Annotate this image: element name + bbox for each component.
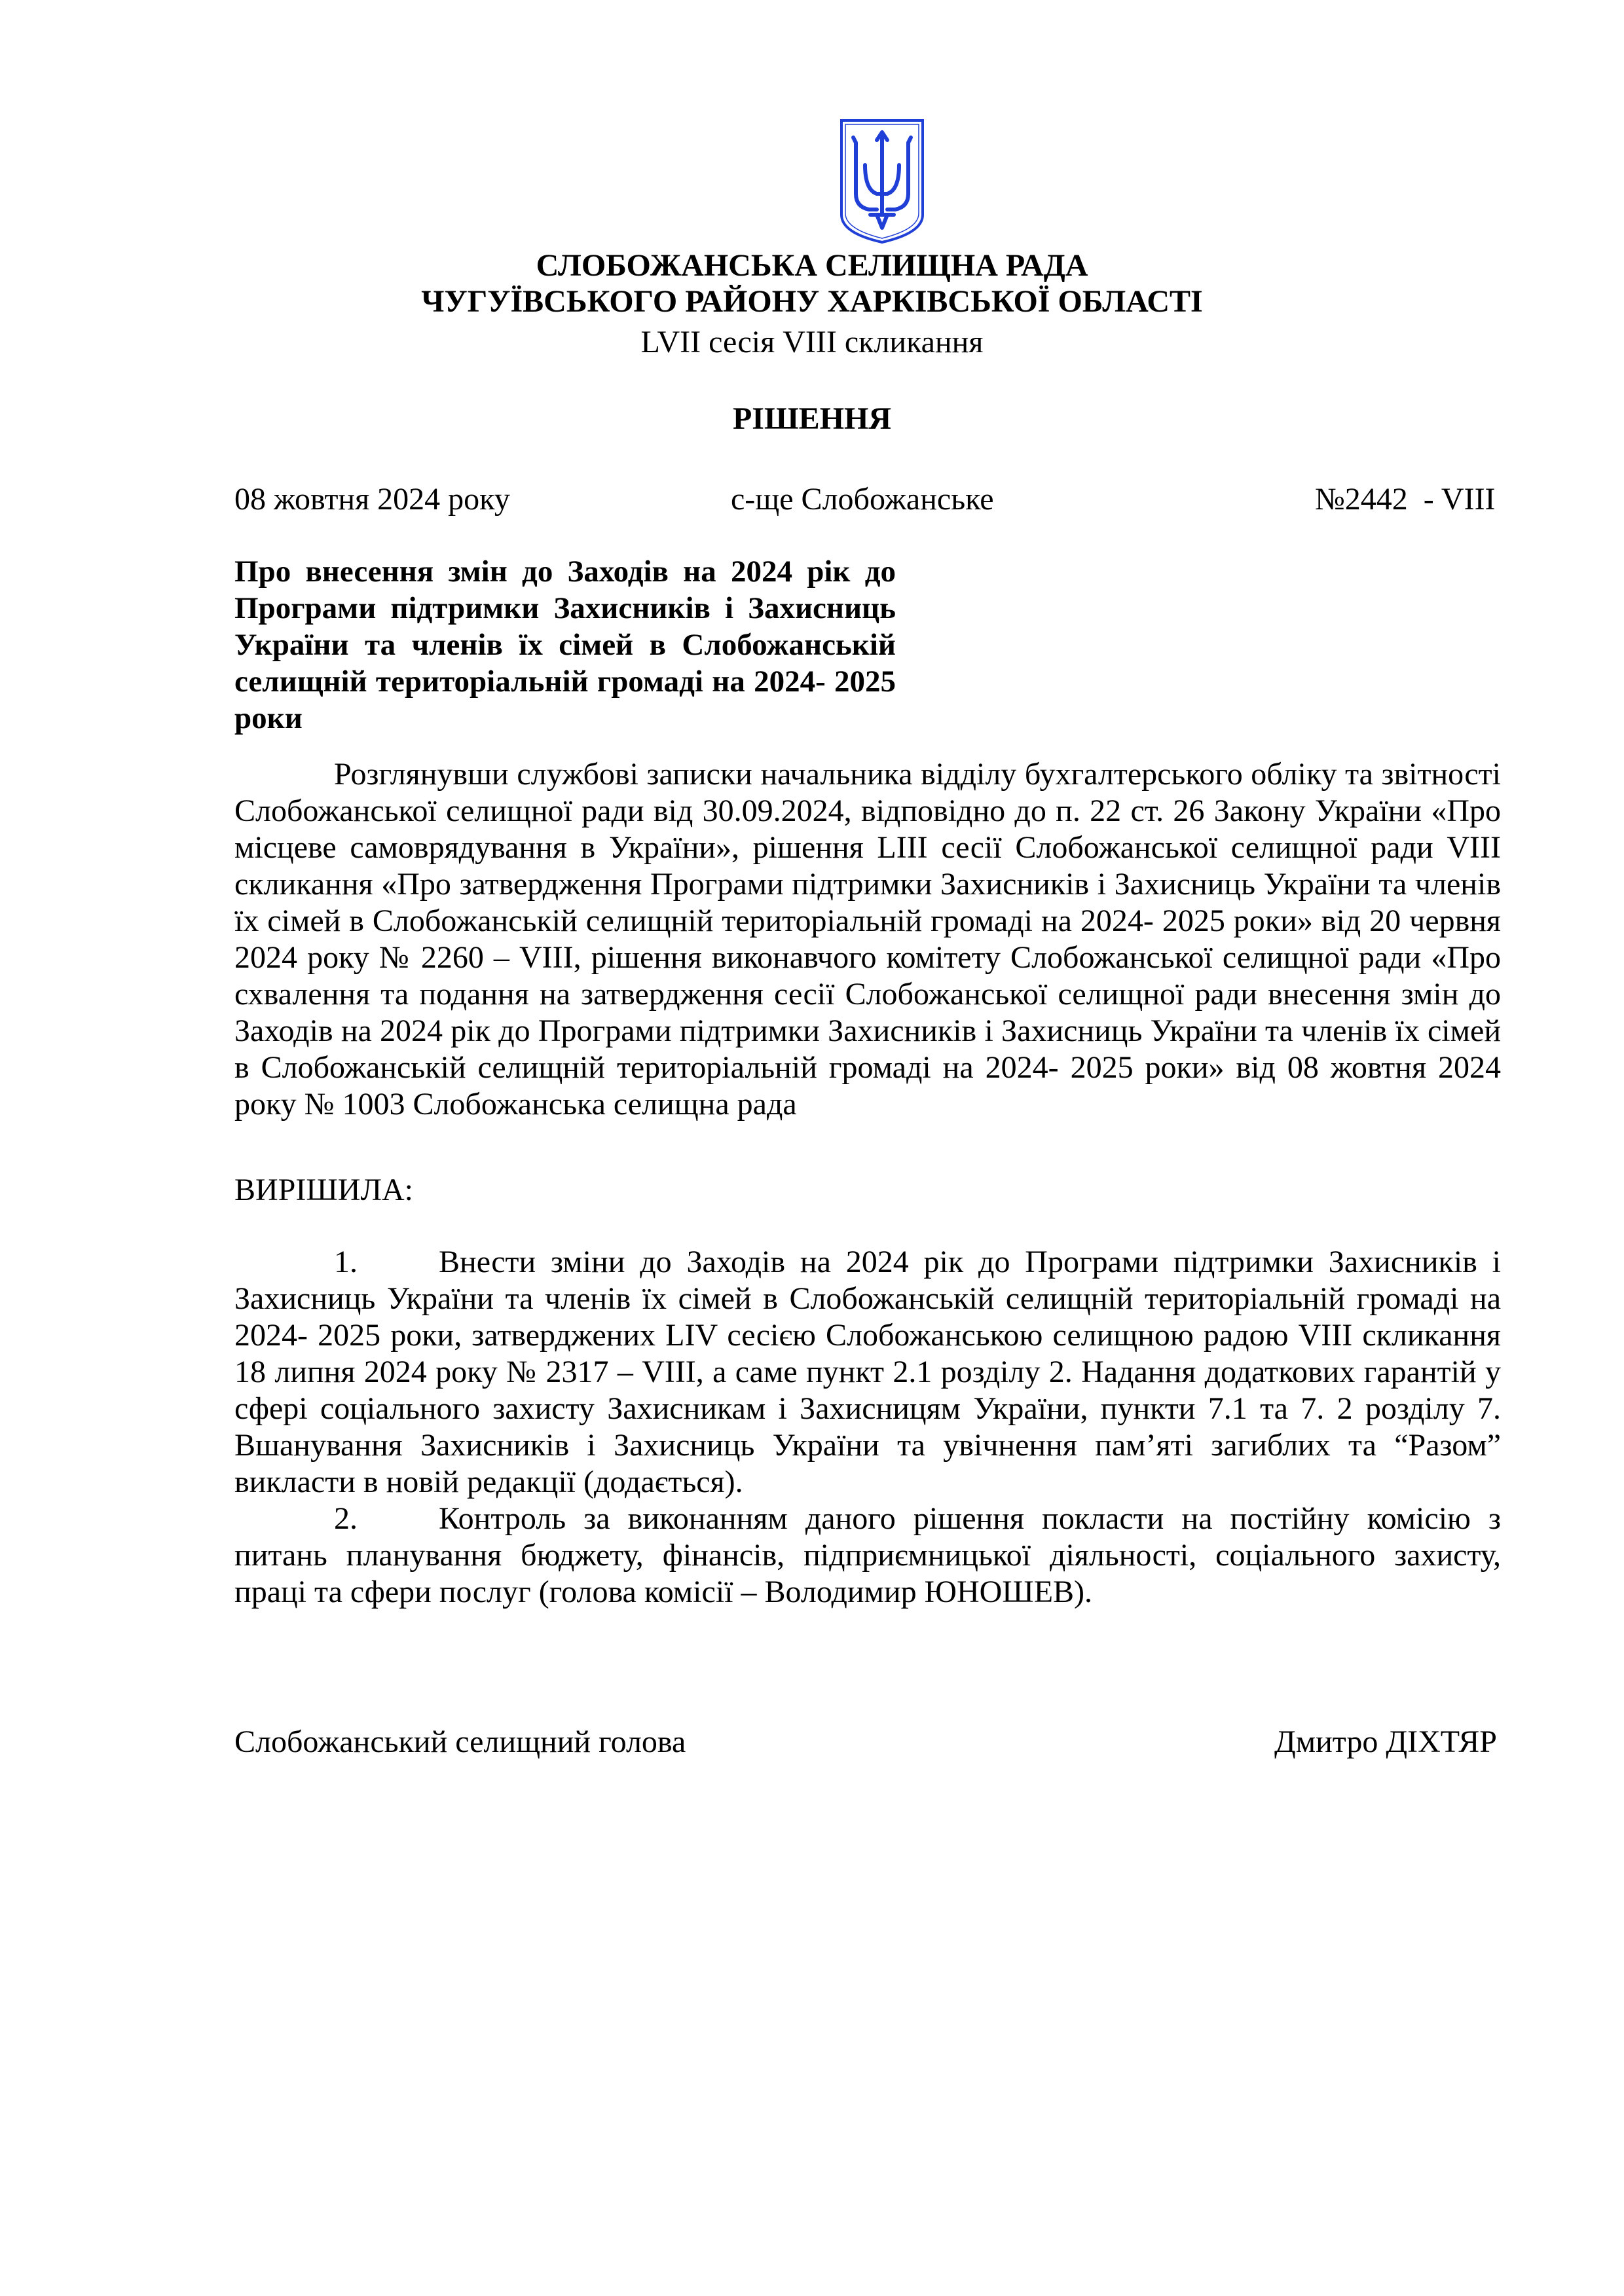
district-name: ЧУГУЇВСЬКОГО РАЙОНУ ХАРКІВСЬКОЇ ОБЛАСТІ: [421, 284, 1203, 319]
preamble-paragraph: Розглянувши службові записки начальника відділу бухгалтерського обліку та звітності Слобожанської селищної ради від 30.09.2024, відповідно до п. 22 ст. 26 Закону України «Про місцеве самоврядування в України», рішення LIII сесії Слобожанської селищної ради VIII скликання «Про затвердження Програми підтримки Захисників і Захисниць України та членів їх сімей в Слобожанській селищній територіальній громаді на 2024- 2025 роки» від 20 червня 2024 року № 2260 – VIII, рішення виконавчого комітету Слобожанської селищної ради «Про схвалення та подання на затвердження сесії Слобожанської селищної ради внесення змін до Заходів на 2024 рік до Програми підтримки Захисників і Захисниць України та членів їх сімей в Слобожанській селищній територіальній громаді на 2024- 2025 роки» від 08 жовтня 2024 року № 1003 Слобожанська селищна рада: [234, 757, 1501, 1121]
item-number: 1.: [334, 1245, 358, 1279]
council-name: СЛОБОЖАНСЬКА СЕЛИЩНА РАДА: [536, 248, 1088, 283]
decision-date: 08 жовтня 2024 року: [234, 482, 510, 517]
signature-name: Дмитро ДІХТЯР: [1274, 1724, 1497, 1759]
item-number: 2.: [334, 1501, 358, 1536]
item-text: Контроль за виконанням даного рішення покласти на постійну комісію з питань планування бюджету, фінансів, підприємницької діяльності, соціального захисту, праці та сфери послуг (голова комісії – Володимир ЮНОШЕВ).: [234, 1501, 1501, 1609]
decision-place: с-ще Слобожанське: [731, 482, 994, 517]
coat-of-arms-icon: [836, 117, 928, 245]
decision-number: №2442 - VIII: [1315, 482, 1496, 517]
signature-position: Слобожанський селищний голова: [234, 1724, 686, 1759]
session-line: LVII сесія VIII скликання: [640, 325, 984, 359]
decision-item-1: [234, 1244, 1501, 1501]
decision-item-2: [234, 1501, 1501, 1611]
item-text: Внести зміни до Заходів на 2024 рік до Програми підтримки Захисників і Захисниць України та членів їх сімей в Слобожанській селищній територіальній громаді на 2024- 2025 роки, затверджених LIV сесією Слобожанською селищною радою VIII скликання 18 липня 2024 року № 2317 – VIII, а саме пункт 2.1 розділу 2. Надання додаткових гарантій у сфері соціального захисту Захисникам і Захисницям України, пункти 7.1 та 7. 2 розділу 7. Вшанування Захисників і Захисниць України та увічнення пам’яті загиблих та “Разом” викласти в новій редакції (додається).: [234, 1245, 1501, 1499]
decision-items: [234, 1244, 1501, 1611]
decision-subject: Про внесення змін до Заходів на 2024 рік до Програми підтримки Захисників і Захисниць України та членів їх сімей в Слобожанській селищній територіальній громаді на 2024- 2025 роки: [234, 555, 896, 735]
resolved-heading: ВИРІШИЛА:: [234, 1173, 413, 1207]
document-type: РІШЕННЯ: [732, 401, 892, 436]
